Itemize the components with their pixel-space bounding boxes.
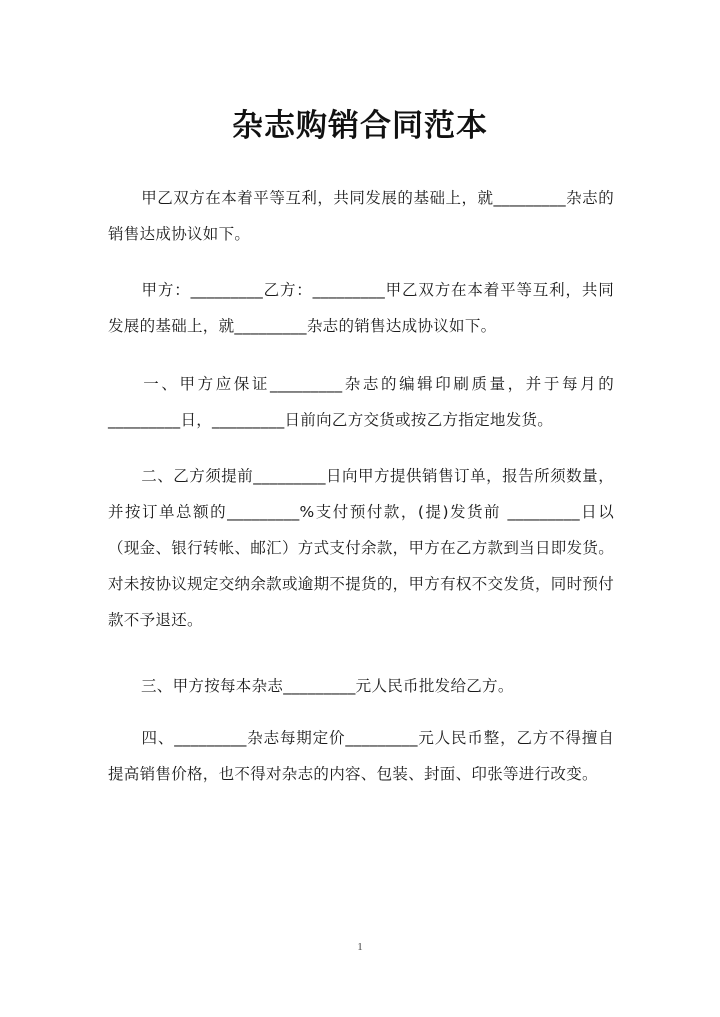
paragraph-text: 二、乙方须提前_________日向甲方提供销售订单，报告所须数量，并按订单总额的_________%支付预付款，(提)发货前 _________日以（现金、银行转帐、邮汇）方式支付余款，甲方在乙方款到当日即发货。对未按协议规定交纳余款或逾期不提货的，甲方有权不交发货，同时预付款不予退还。 [108,467,614,629]
page-number: 1 [357,941,363,953]
paragraph-text: 四、_________杂志每期定价_________元人民币整，乙方不得擅自提高销售价格，也不得对杂志的内容、包装、封面、印张等进行改变。 [108,729,614,783]
paragraph-text: 甲乙双方在本着平等互利，共同发展的基础上，就_________杂志的销售达成协议如下。 [108,189,614,243]
clause-4 [108,720,614,792]
paragraph-text: 一、甲方应保证_________杂志的编辑印刷质量，并于每月的_________日，_________日前向乙方交货或按乙方指定地发货。 [108,375,614,429]
paragraph-intro [108,180,614,252]
clause-2 [108,458,614,638]
clause-1 [108,366,614,438]
paragraph-text: 三、甲方按每本杂志_________元人民币批发给乙方。 [141,677,514,695]
document-title: 杂志购销合同范本 [232,108,488,144]
paragraph-parties [108,272,614,344]
clause-3 [108,668,614,704]
paragraph-text: 甲方：_________乙方：_________甲乙双方在本着平等互利，共同发展的基础上，就_________杂志的销售达成协议如下。 [108,281,614,335]
